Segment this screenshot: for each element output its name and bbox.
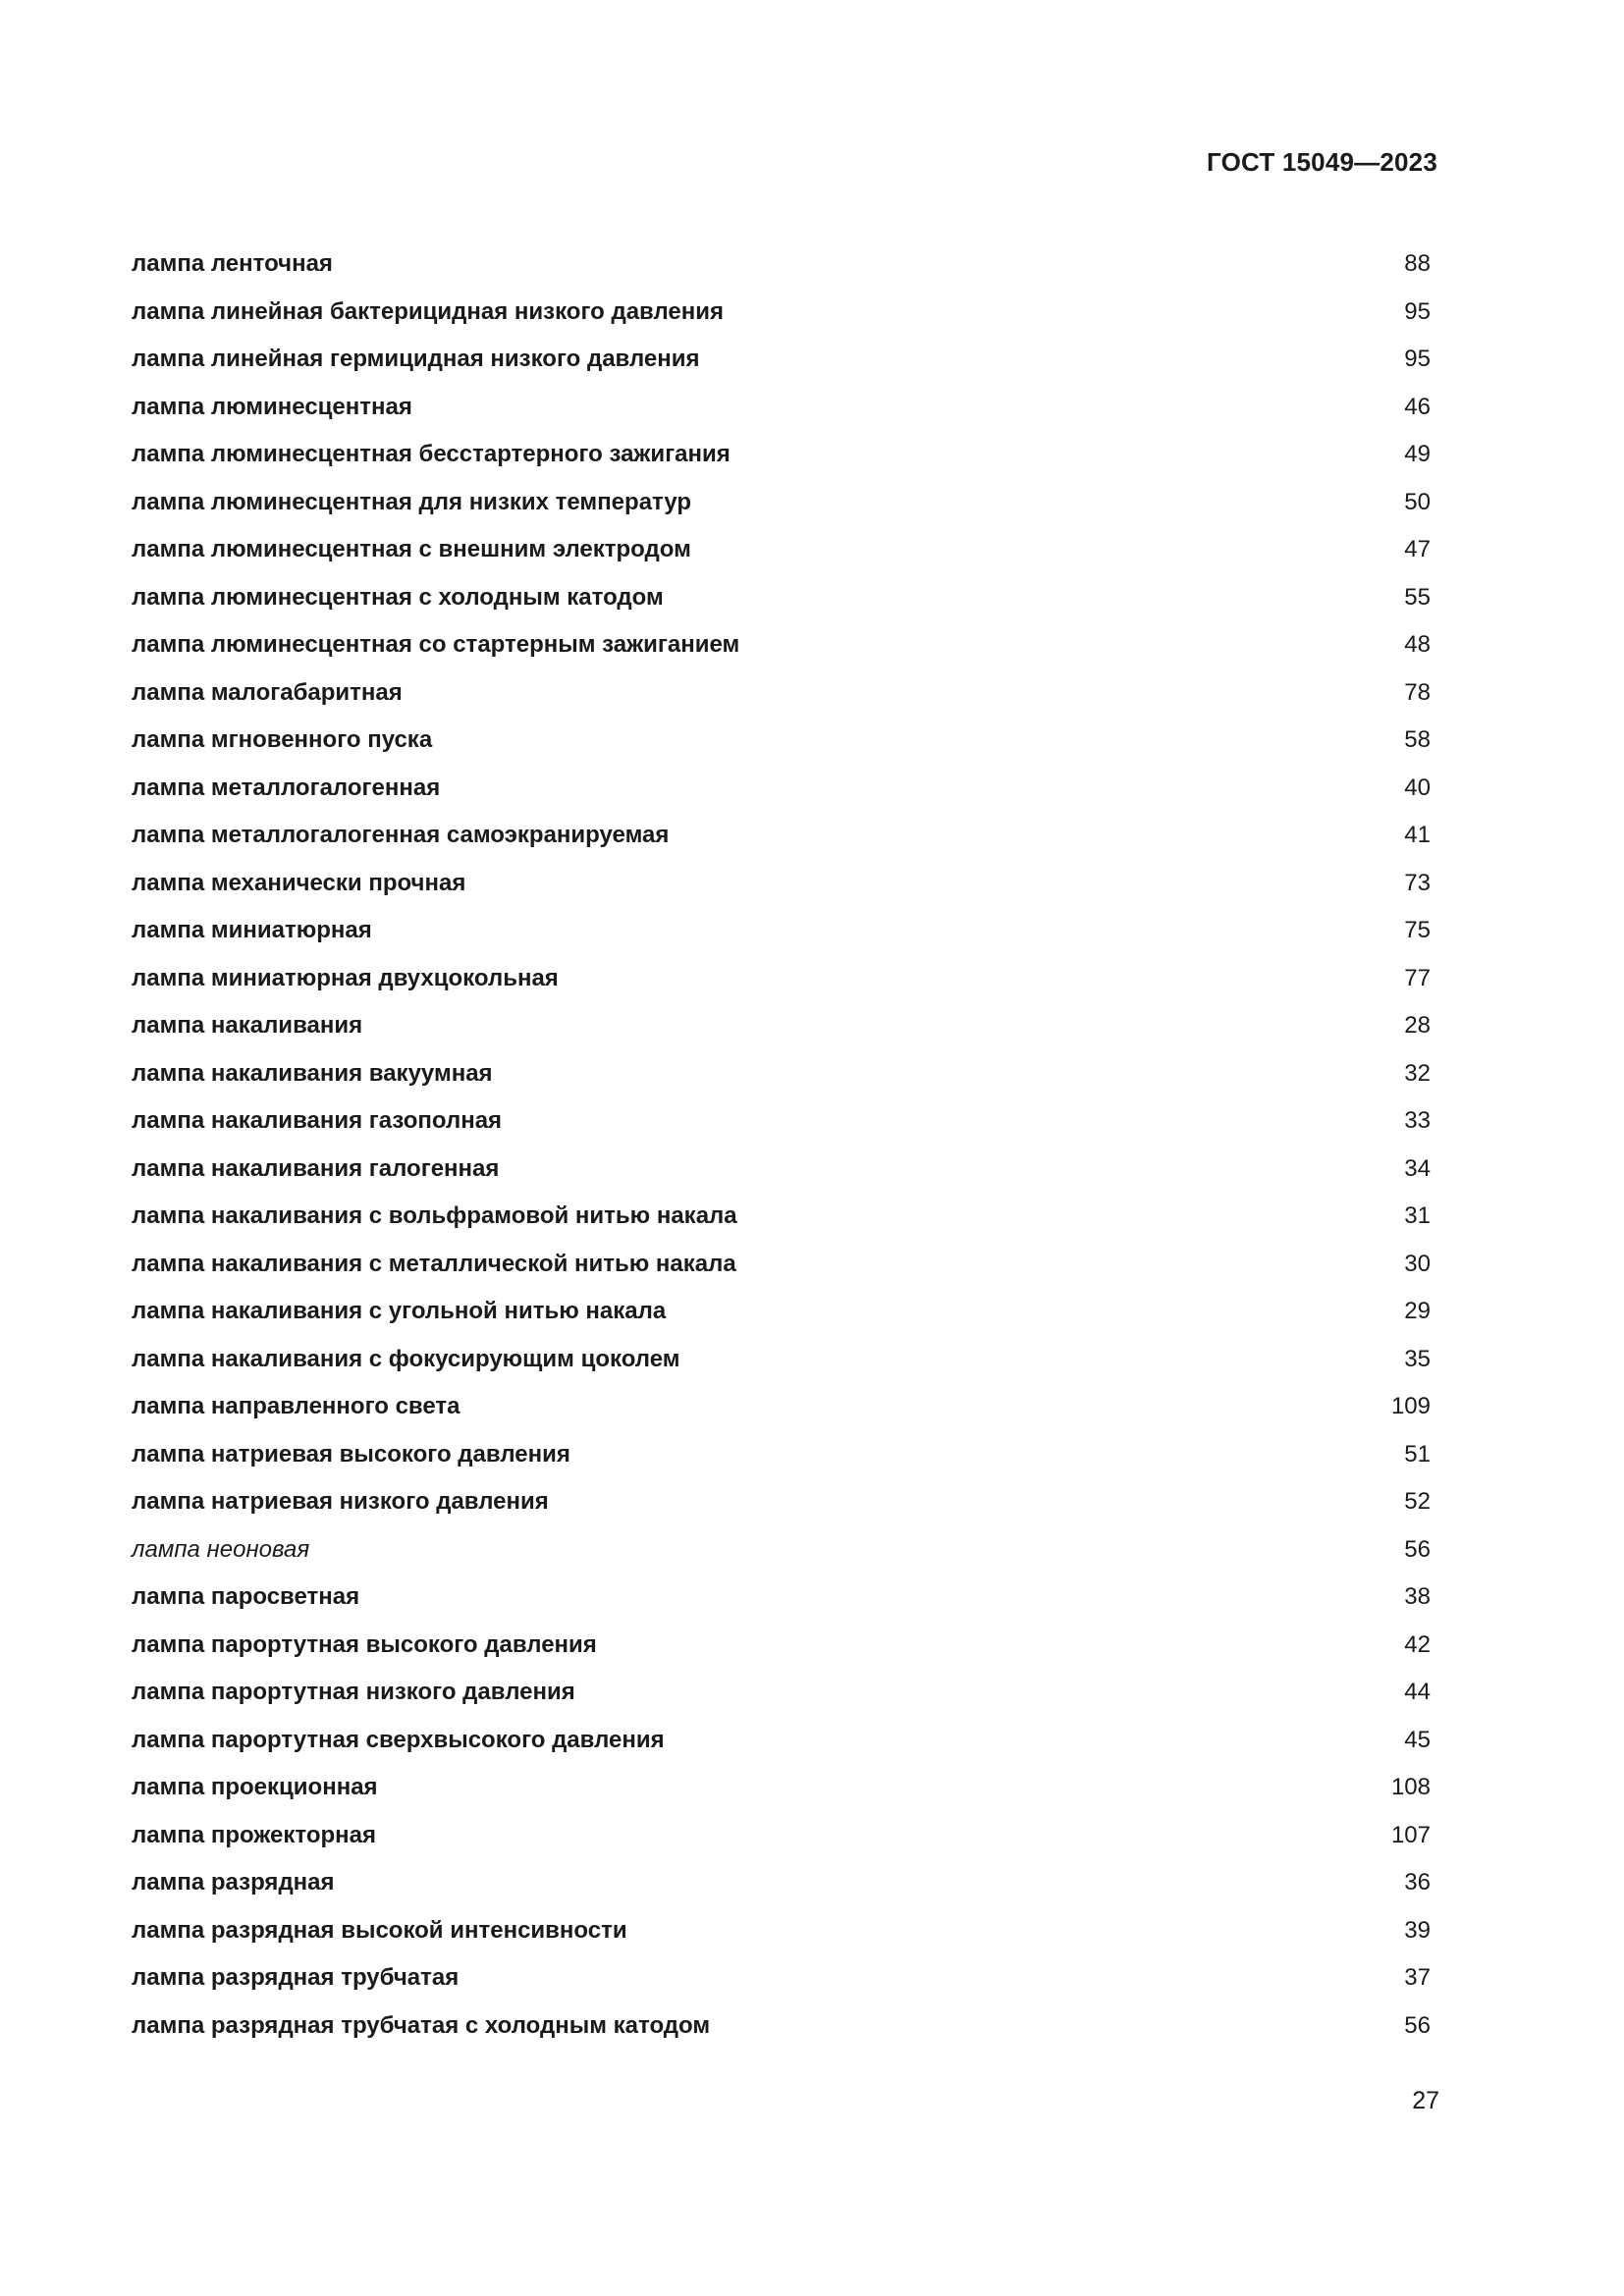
index-term: лампа проекционная bbox=[132, 1774, 378, 1801]
term-number: 40 bbox=[1404, 774, 1431, 801]
term-number: 75 bbox=[1404, 917, 1431, 944]
index-entry bbox=[132, 860, 1431, 908]
index-term: лампа разрядная трубчатая с холодным катодом bbox=[132, 2011, 711, 2039]
term-number: 52 bbox=[1404, 1488, 1431, 1516]
index-entry bbox=[132, 1717, 1431, 1765]
index-term: лампа люминесцентная bbox=[132, 393, 412, 420]
term-number: 88 bbox=[1404, 250, 1431, 278]
index-term: лампа накаливания галогенная bbox=[132, 1154, 500, 1182]
index-term: лампа линейная бактерицидная низкого давления bbox=[132, 297, 725, 325]
index-term: лампа парортутная высокого давления bbox=[132, 1630, 597, 1658]
index-entry bbox=[132, 765, 1431, 813]
index-term: лампа разрядная bbox=[132, 1869, 335, 1896]
term-number: 42 bbox=[1404, 1630, 1431, 1658]
index-term: лампа люминесцентная бесстартерного зажигания bbox=[132, 441, 731, 468]
index-entry bbox=[132, 1954, 1431, 2002]
index-term: лампа накаливания с металлической нитью накала bbox=[132, 1250, 736, 1277]
page-number: 27 bbox=[1412, 2087, 1439, 2114]
index-entry bbox=[132, 289, 1431, 337]
index-term: лампа накаливания с фокусирующим цоколем bbox=[132, 1345, 680, 1372]
index-entry bbox=[132, 431, 1431, 479]
term-number: 95 bbox=[1404, 297, 1431, 325]
index-entry bbox=[132, 526, 1431, 574]
index-entry bbox=[132, 240, 1431, 289]
term-number: 48 bbox=[1404, 631, 1431, 659]
index-entry bbox=[132, 384, 1431, 432]
index-term: лампа паросветная bbox=[132, 1583, 360, 1611]
index-entry bbox=[132, 574, 1431, 622]
index-entry bbox=[132, 1478, 1431, 1526]
term-number: 50 bbox=[1404, 488, 1431, 515]
term-number: 108 bbox=[1390, 1774, 1431, 1801]
index-entry bbox=[132, 1193, 1431, 1241]
index-term: лампа накаливания газополная bbox=[132, 1107, 503, 1135]
index-entry bbox=[132, 1383, 1431, 1431]
index-entry bbox=[132, 955, 1431, 1003]
term-number: 77 bbox=[1404, 964, 1431, 991]
index-entry bbox=[132, 717, 1431, 765]
index-term: лампа парортутная сверхвысокого давления bbox=[132, 1726, 665, 1753]
index-term: лампа люминесцентная для низких температур bbox=[132, 488, 692, 515]
index-entry bbox=[132, 1050, 1431, 1098]
index-term: лампа неоновая bbox=[132, 1535, 310, 1563]
index-entry bbox=[132, 1812, 1431, 1860]
term-number: 107 bbox=[1390, 1821, 1431, 1848]
term-number: 28 bbox=[1404, 1012, 1431, 1040]
term-number: 45 bbox=[1404, 1726, 1431, 1753]
index-entry bbox=[132, 2002, 1431, 2051]
term-number: 31 bbox=[1404, 1202, 1431, 1230]
index-term: лампа натриевая высокого давления bbox=[132, 1440, 570, 1468]
term-number: 95 bbox=[1404, 346, 1431, 373]
term-index-list bbox=[132, 240, 1431, 2050]
index-term: лампа механически прочная bbox=[132, 869, 466, 896]
term-number: 109 bbox=[1390, 1393, 1431, 1420]
term-number: 41 bbox=[1404, 822, 1431, 849]
index-term: лампа миниатюрная двухцокольная bbox=[132, 964, 559, 991]
index-entry bbox=[132, 1764, 1431, 1812]
index-term: лампа разрядная трубчатая bbox=[132, 1964, 460, 1992]
term-number: 78 bbox=[1404, 678, 1431, 706]
index-term: лампа малогабаритная bbox=[132, 678, 403, 706]
index-term: лампа люминесцентная со стартерным зажиганием bbox=[132, 631, 740, 659]
index-entry bbox=[132, 1907, 1431, 1955]
index-term: лампа накаливания с угольной нитью накала bbox=[132, 1298, 667, 1325]
index-entry bbox=[132, 1241, 1431, 1289]
index-entry bbox=[132, 1146, 1431, 1194]
term-number: 32 bbox=[1404, 1059, 1431, 1087]
index-entry bbox=[132, 1526, 1431, 1575]
term-number: 33 bbox=[1404, 1107, 1431, 1135]
index-term: лампа накаливания bbox=[132, 1012, 363, 1040]
index-entry bbox=[132, 1574, 1431, 1622]
term-number: 29 bbox=[1404, 1298, 1431, 1325]
index-entry bbox=[132, 1431, 1431, 1479]
index-term: лампа направленного света bbox=[132, 1393, 460, 1420]
index-entry bbox=[132, 907, 1431, 955]
index-term: лампа натриевая низкого давления bbox=[132, 1488, 549, 1516]
index-entry bbox=[132, 336, 1431, 384]
index-entry bbox=[132, 1097, 1431, 1146]
index-term: лампа линейная гермицидная низкого давления bbox=[132, 346, 700, 373]
index-term: лампа прожекторная bbox=[132, 1821, 377, 1848]
term-number: 37 bbox=[1404, 1964, 1431, 1992]
term-number: 44 bbox=[1404, 1679, 1431, 1706]
term-number: 56 bbox=[1404, 1535, 1431, 1563]
index-term: лампа люминесцентная с внешним электродом bbox=[132, 536, 691, 563]
index-term: лампа металлогалогенная самоэкранируемая bbox=[132, 822, 670, 849]
index-term: лампа накаливания вакуумная bbox=[132, 1059, 493, 1087]
term-number: 36 bbox=[1404, 1869, 1431, 1896]
term-number: 73 bbox=[1404, 869, 1431, 896]
document-header: ГОСТ 15049—2023 bbox=[1207, 147, 1437, 177]
index-entry bbox=[132, 1288, 1431, 1336]
term-number: 34 bbox=[1404, 1154, 1431, 1182]
term-number: 38 bbox=[1404, 1583, 1431, 1611]
term-number: 58 bbox=[1404, 726, 1431, 754]
index-entry bbox=[132, 1622, 1431, 1670]
term-number: 49 bbox=[1404, 441, 1431, 468]
term-number: 35 bbox=[1404, 1345, 1431, 1372]
index-term: лампа люминесцентная с холодным катодом bbox=[132, 583, 664, 611]
term-number: 30 bbox=[1404, 1250, 1431, 1277]
index-term: лампа ленточная bbox=[132, 250, 333, 278]
index-entry bbox=[132, 1669, 1431, 1717]
index-entry bbox=[132, 812, 1431, 860]
index-term: лампа накаливания с вольфрамовой нитью накала bbox=[132, 1202, 737, 1230]
index-entry bbox=[132, 479, 1431, 527]
term-number: 55 bbox=[1404, 583, 1431, 611]
index-entry bbox=[132, 1336, 1431, 1384]
index-term: лампа разрядная высокой интенсивности bbox=[132, 1916, 627, 1944]
term-number: 46 bbox=[1404, 393, 1431, 420]
index-term: лампа миниатюрная bbox=[132, 917, 372, 944]
term-number: 56 bbox=[1404, 2011, 1431, 2039]
term-number: 47 bbox=[1404, 536, 1431, 563]
index-term: лампа парортутная низкого давления bbox=[132, 1679, 575, 1706]
term-number: 39 bbox=[1404, 1916, 1431, 1944]
index-entry bbox=[132, 1002, 1431, 1050]
index-entry bbox=[132, 1859, 1431, 1907]
index-entry bbox=[132, 621, 1431, 669]
index-term: лампа мгновенного пуска bbox=[132, 726, 433, 754]
index-entry bbox=[132, 669, 1431, 718]
term-number: 51 bbox=[1404, 1440, 1431, 1468]
index-term: лампа металлогалогенная bbox=[132, 774, 441, 801]
